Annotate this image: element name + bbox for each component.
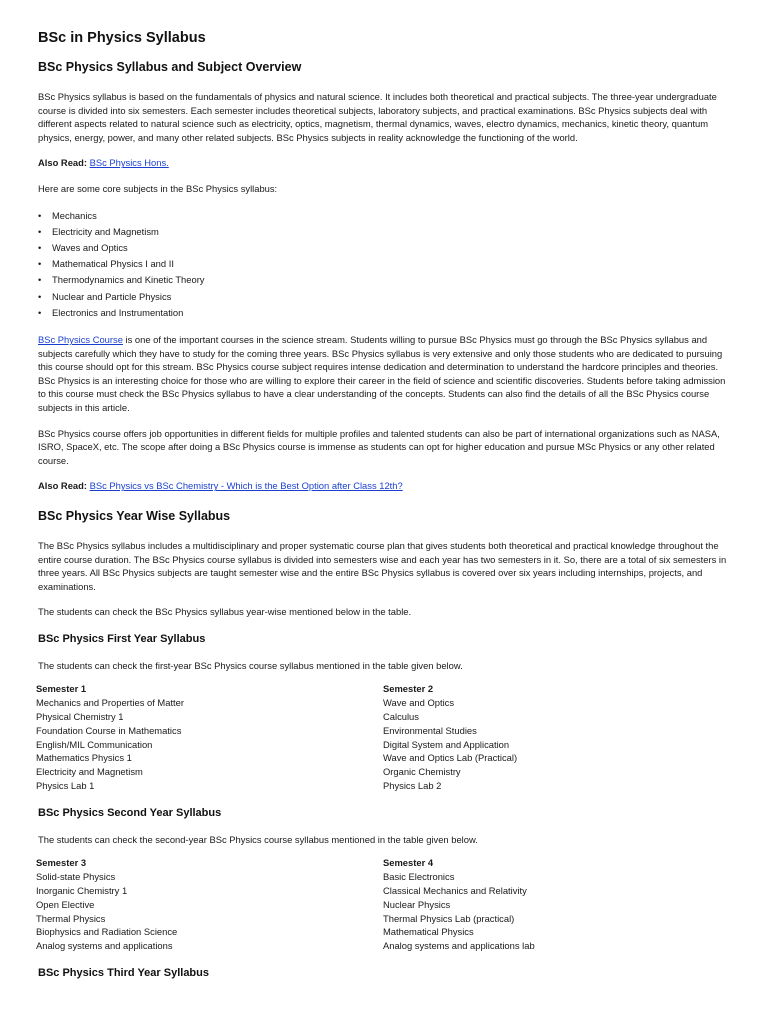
syllabus-subject: Thermal Physics	[36, 912, 106, 924]
core-subject-item	[38, 240, 730, 256]
also-read-label: Also Read:	[38, 157, 87, 169]
syllabus-subject: Wave and Optics Lab (Practical)	[383, 752, 518, 764]
syllabus-subject: Physics Lab 1	[36, 780, 95, 792]
second-year-heading: BSc Physics Second Year Syllabus	[38, 806, 222, 819]
second-year-intro: The students can check the second-year BSc Physics course syllabus mentioned in the table given below.	[38, 833, 478, 845]
syllabus-subject: Nuclear Physics	[383, 898, 451, 910]
semester-3-column	[36, 856, 383, 953]
document-page	[38, 30, 730, 993]
syllabus-subject: Physics Lab 2	[383, 780, 442, 792]
syllabus-subject: Classical Mechanics and Relativity	[383, 885, 527, 897]
physics-vs-chemistry-link[interactable]: BSc Physics vs BSc Chemistry - Which is the Best Option after Class 12th?	[89, 480, 403, 492]
syllabus-subject: Mathematics Physics 1	[36, 752, 132, 764]
syllabus-subject: Environmental Studies	[383, 724, 477, 736]
yearwise-heading: BSc Physics Year Wise Syllabus	[38, 508, 231, 523]
page-title: BSc in Physics Syllabus	[38, 30, 206, 46]
bullet-icon: •	[38, 209, 42, 221]
syllabus-subject: Biophysics and Radiation Science	[36, 926, 178, 938]
bullet-icon: •	[38, 241, 42, 253]
core-subject-label: Waves and Optics	[52, 241, 128, 253]
syllabus-subject: Inorganic Chemistry 1	[36, 885, 128, 897]
yearwise-paragraph-1: The BSc Physics syllabus includes a multidisciplinary and proper systematic course plan that gives students both theoretical and practical knowledge throughout the entire course duration. The BSc Physics course syllabus is divided into semesters wise and each year has two semesters in it. So, there are a total of six semesters in three years. All BSc Physics subjects are taught semester wise and the entire BSc Physics syllabus is covered over six years including internships, projects, and examinations.	[38, 539, 727, 592]
overview-paragraph-2-text: is one of the important courses in the science stream. Students willing to pursue BSc Physics must go through the BSc Physics syllabus and subjects carefully which they have to study for the coming three years. BSc Physics syllabus is very extensive and only those students who are dedicated to pursuing this course should opt for this stream. BSc Physics course subject requires intense dedication and determination to understand the hardcore principles and theories. BSc Physics is an interesting choice for those who are willing to explore their career in the field of science and scientific discoveries. Students before taking admission to this course must check the BSc Physics syllabus to have a clear understanding of the concepts. Students can also find the details of all the BSc Physics course subjects in this article.	[38, 333, 726, 413]
core-subjects-list	[38, 208, 730, 321]
overview-heading: BSc Physics Syllabus and Subject Overview	[38, 60, 302, 74]
bullet-icon: •	[38, 274, 42, 286]
syllabus-subject: Wave and Optics	[383, 697, 455, 709]
first-year-table	[36, 682, 730, 792]
core-subjects-intro: Here are some core subjects in the BSc Physics syllabus:	[38, 182, 278, 194]
bullet-icon: •	[38, 258, 42, 270]
core-subject-item	[38, 208, 730, 224]
core-subject-label: Electricity and Magnetism	[52, 225, 159, 237]
core-subject-item	[38, 272, 730, 288]
syllabus-subject: Open Elective	[36, 898, 95, 910]
semester-1-column	[36, 682, 383, 792]
syllabus-subject: Mechanics and Properties of Matter	[36, 697, 184, 709]
first-year-heading: BSc Physics First Year Syllabus	[38, 632, 206, 645]
first-year-intro: The students can check the first-year BSc Physics course syllabus mentioned in the table given below.	[38, 659, 463, 671]
overview-paragraph-1: BSc Physics syllabus is based on the fundamentals of physics and natural science. It includes both theoretical and practical subjects. The three-year undergraduate course is divided into six semesters. Each semester includes theoretical subjects, laboratory subjects, and practical examinations. BSc Physics subjects deal with different aspects related to natural science such as electricity, optics, magnetism, thermal dynamics, waves, electro dynamics, mechanics, kinetic theory, quantum physics, energy, power, and many other related subjects. BSc Physics subjects in reality acknowledge the functioning of the world.	[38, 91, 717, 143]
bsc-physics-course-link[interactable]: BSc Physics Course	[38, 333, 123, 345]
syllabus-subject: Mathematical Physics	[383, 926, 474, 938]
core-subject-item	[38, 256, 730, 272]
syllabus-subject: Organic Chemistry	[383, 766, 461, 778]
core-subject-label: Thermodynamics and Kinetic Theory	[52, 274, 205, 286]
syllabus-subject: Thermal Physics Lab (practical)	[383, 912, 515, 924]
semester-title: Semester 3	[36, 857, 87, 869]
bullet-icon: •	[38, 225, 42, 237]
overview-paragraph-3: BSc Physics course offers job opportunities in different fields for multiple profiles and talented students can also be part of international organizations such as NASA, ISRO, SpaceX, etc. The scope after doing a BSc Physics course is immense as students can opt for higher education and pursue MSc Physics or any other related course.	[38, 427, 720, 466]
syllabus-subject: Basic Electronics	[383, 871, 455, 883]
syllabus-subject: Physical Chemistry 1	[36, 711, 124, 723]
semester-4-column	[383, 856, 730, 953]
syllabus-subject: Digital System and Application	[383, 738, 510, 750]
core-subject-item	[38, 224, 730, 240]
syllabus-subject: Solid-state Physics	[36, 871, 116, 883]
also-read-label: Also Read:	[38, 480, 87, 492]
bullet-icon: •	[38, 306, 42, 318]
syllabus-subject: English/MIL Communication	[36, 738, 153, 750]
semester-title: Semester 1	[36, 683, 87, 695]
semester-title: Semester 2	[383, 683, 434, 695]
core-subject-label: Mechanics	[52, 209, 97, 221]
also-read-2	[38, 479, 730, 493]
overview-paragraph-2	[38, 333, 730, 415]
core-subject-item	[38, 289, 730, 305]
syllabus-subject: Electricity and Magnetism	[36, 766, 143, 778]
core-subject-label: Electronics and Instrumentation	[52, 306, 184, 318]
core-subject-item	[38, 305, 730, 321]
syllabus-subject: Calculus	[383, 711, 419, 723]
third-year-heading: BSc Physics Third Year Syllabus	[38, 967, 209, 980]
syllabus-subject: Analog systems and applications	[36, 940, 173, 952]
syllabus-subject: Analog systems and applications lab	[383, 940, 535, 952]
bsc-physics-hons-link[interactable]: BSc Physics Hons.	[89, 157, 169, 169]
second-year-table	[36, 856, 730, 953]
syllabus-subject: Foundation Course in Mathematics	[36, 724, 182, 736]
core-subject-label: Nuclear and Particle Physics	[52, 290, 172, 302]
core-subject-label: Mathematical Physics I and II	[52, 258, 174, 270]
semester-2-column	[383, 682, 730, 792]
bullet-icon: •	[38, 290, 42, 302]
also-read-1	[38, 156, 730, 170]
semester-title: Semester 4	[383, 857, 434, 869]
yearwise-paragraph-2: The students can check the BSc Physics syllabus year-wise mentioned below in the table.	[38, 606, 412, 618]
